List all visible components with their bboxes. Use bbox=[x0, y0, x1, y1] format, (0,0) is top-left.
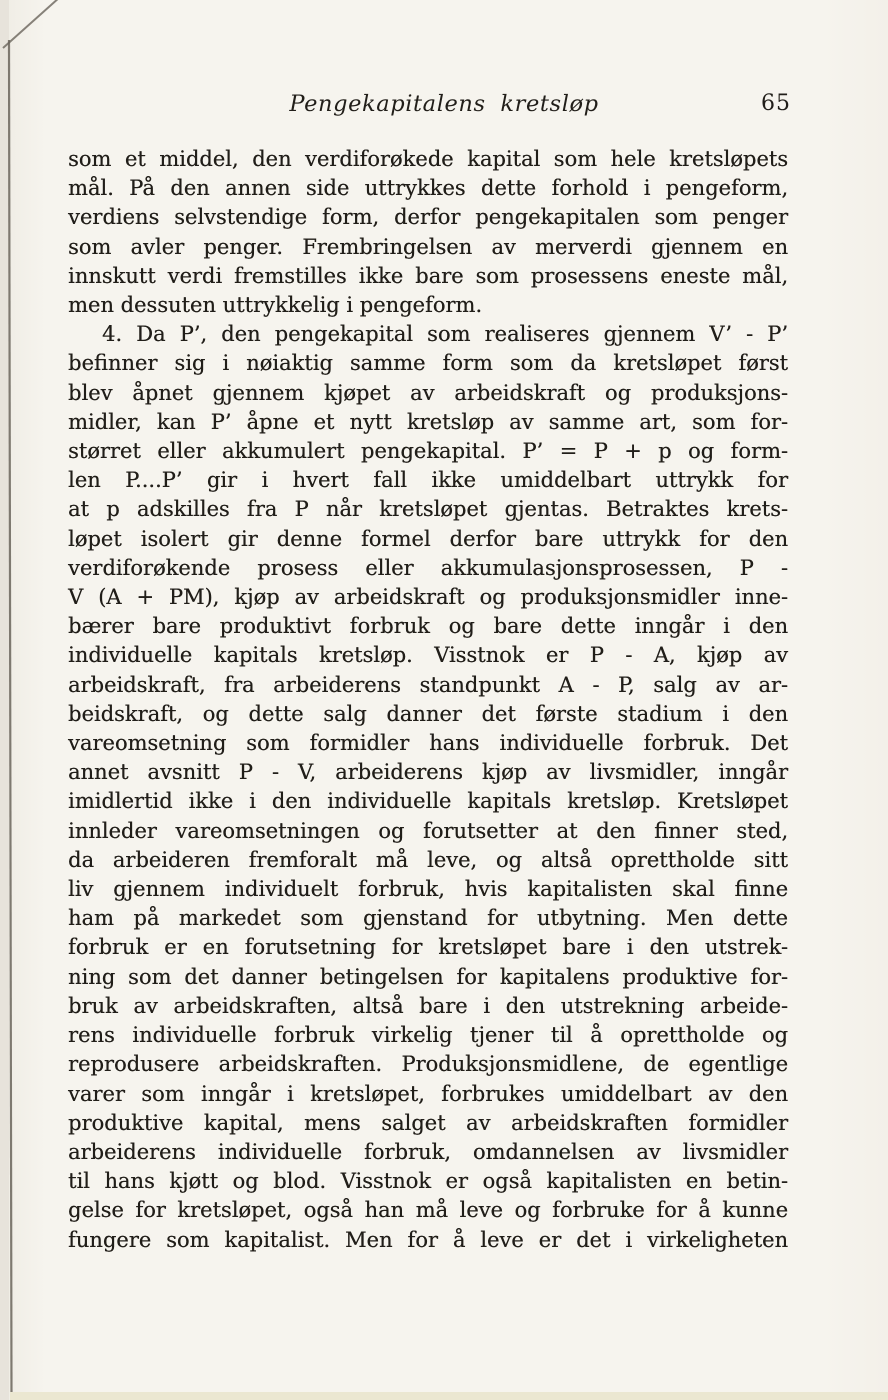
text-line: størret eller akkumulert pengekapital. P’ = P + p og form- bbox=[68, 439, 788, 464]
text-line: beidskraft, og dette salg danner det første stadium i den bbox=[68, 701, 788, 726]
text-line: at p adskilles fra P når kretsløpet gjentas. Betraktes krets- bbox=[68, 497, 788, 522]
text-line: blev åpnet gjennem kjøpet av arbeidskraft og produksjons- bbox=[68, 380, 788, 405]
text-line: fungere som kapitalist. Men for å leve er det i virkeligheten bbox=[68, 1227, 788, 1252]
text-line: vareomsetning som formidler hans individuelle forbruk. Det bbox=[68, 731, 788, 756]
text-line: til hans kjøtt og blod. Visstnok er også kapitalisten en betin- bbox=[68, 1169, 788, 1194]
text-line: befinner sig i nøiaktig samme form som da kretsløpet først bbox=[68, 351, 788, 376]
text-line: ham på markedet som gjenstand for utbytning. Men dette bbox=[68, 906, 788, 931]
text-line: gelse for kretsløpet, også han må leve og forbruke for å kunne bbox=[68, 1198, 788, 1223]
text-line: mål. På den annen side uttrykkes dette forhold i pengeform, bbox=[68, 176, 788, 201]
text-line: arbeidskraft, fra arbeiderens standpunkt A - P, salg av ar- bbox=[68, 672, 788, 697]
text-line: verdiens selvstendige form, derfor pengekapitalen som penger bbox=[68, 205, 788, 230]
page-number: 65 bbox=[761, 91, 791, 116]
text-line: liv gjennem individuelt forbruk, hvis kapitalisten skal finne bbox=[68, 877, 788, 902]
text-line: ning som det danner betingelsen for kapitalens produktive for- bbox=[68, 964, 788, 989]
text-line: rens individuelle forbruk virkelig tjener til å oprettholde og bbox=[68, 1023, 788, 1048]
text-line: imidlertid ikke i den individuelle kapitals kretsløp. Kretsløpet bbox=[68, 789, 788, 814]
scan-bottom-strip bbox=[10, 1392, 888, 1400]
text-line: verdiforøkende prosess eller akkumulasjonsprosessen, P - bbox=[68, 555, 788, 580]
page-body bbox=[68, 145, 788, 1255]
text-line: da arbeideren fremforalt må leve, og altså oprettholde sitt bbox=[68, 847, 788, 872]
text-line: bærer bare produktivt forbruk og bare dette inngår i den bbox=[68, 614, 788, 639]
text-line: V (A + PM), kjøp av arbeidskraft og produksjonsmidler inne- bbox=[68, 585, 788, 610]
running-header-title: Pengekapitalens kretsløp bbox=[289, 91, 599, 117]
text-line: produktive kapital, mens salget av arbeidskraften formidler bbox=[68, 1110, 788, 1135]
text-line: individuelle kapitals kretsløp. Visstnok er P - A, kjøp av bbox=[68, 643, 788, 668]
running-header bbox=[0, 91, 888, 121]
text-line: innleder vareomsetningen og forutsetter at den finner sted, bbox=[68, 818, 788, 843]
text-line: innskutt verdi fremstilles ikke bare som prosessens eneste mål, bbox=[68, 263, 788, 288]
text-line: men dessuten uttrykkelig i pengeform. bbox=[68, 293, 482, 318]
text-line: reprodusere arbeidskraften. Produksjonsmidlene, de egentlige bbox=[68, 1052, 788, 1077]
text-line: som avler penger. Frembringelsen av merverdi gjennem en bbox=[68, 234, 788, 259]
text-line: midler, kan P’ åpne et nytt kretsløp av samme art, som for- bbox=[68, 409, 788, 434]
text-line: løpet isolert gir denne formel derfor bare uttrykk for den bbox=[68, 526, 788, 551]
text-line: annet avsnitt P - V, arbeiderens kjøp av livsmidler, inngår bbox=[68, 760, 788, 785]
text-line: varer som inngår i kretsløpet, forbrukes umiddelbart av den bbox=[68, 1081, 788, 1106]
text-line: 4. Da P’, den pengekapital som realiseres gjennem V’ - P’ bbox=[102, 322, 788, 347]
text-line: bruk av arbeidskraften, altså bare i den utstrekning arbeide- bbox=[68, 993, 788, 1018]
text-line: len P....P’ gir i hvert fall ikke umiddelbart uttrykk for bbox=[68, 468, 788, 493]
text-line: arbeiderens individuelle forbruk, omdannelsen av livsmidler bbox=[68, 1139, 788, 1164]
text-line: forbruk er en forutsetning for kretsløpet bare i den utstrek- bbox=[68, 935, 788, 960]
text-line: som et middel, den verdiforøkede kapital som hele kretsløpets bbox=[68, 147, 788, 171]
